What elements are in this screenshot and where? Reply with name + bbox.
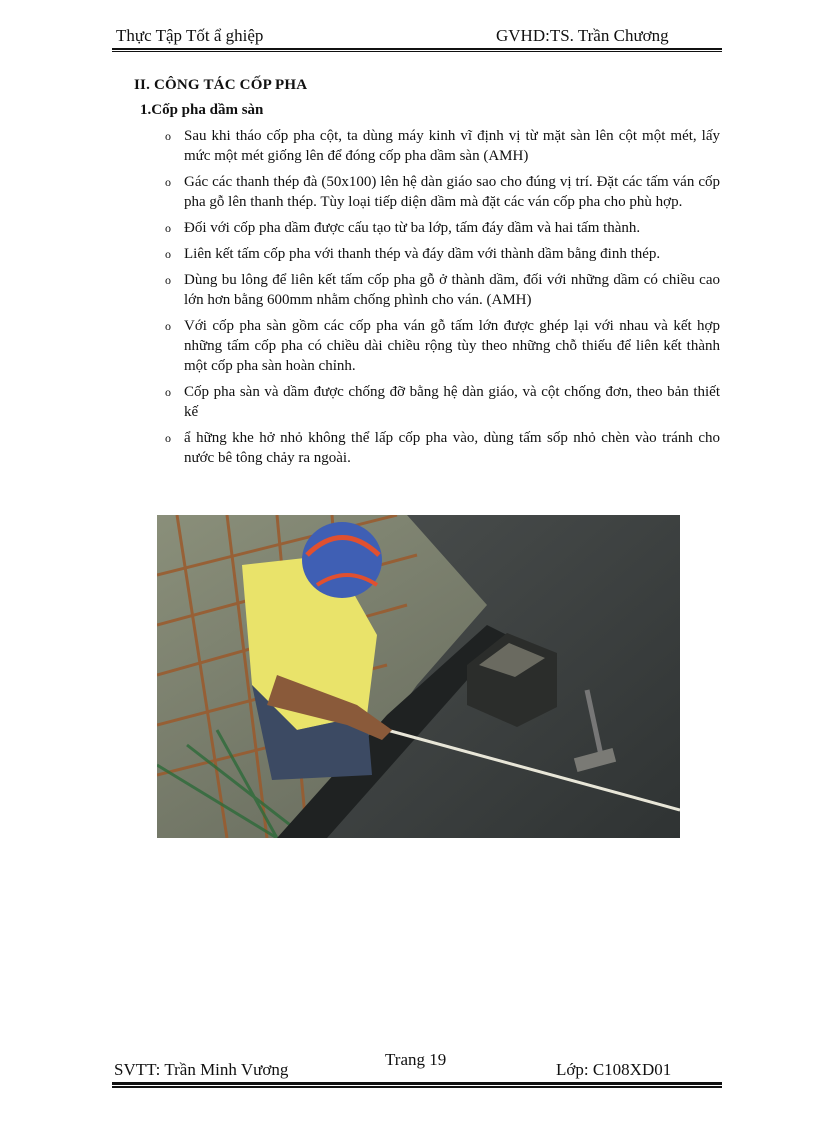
list-item-text: Dùng bu lông để liên kết tấm cốp pha gỗ ở thành dầm, đối với những dầm có chiều cao lớn hơn bằng 600mm nhằm chống phình cho ván. (AMH)	[184, 272, 720, 308]
header-divider-thin	[112, 51, 722, 52]
bullet-list	[164, 126, 720, 474]
bullet-marker: o	[165, 175, 171, 189]
list-item-text: Đối với cốp pha dầm được cấu tạo từ ba lớp, tấm đáy dầm và hai tấm thành.	[184, 220, 641, 236]
header-divider	[112, 48, 722, 50]
header-left-text: Thực Tập Tốt ẩ ghiệp	[116, 26, 264, 45]
list-item-text: Sau khi tháo cốp pha cột, ta dùng máy kinh vĩ định vị từ mặt sàn lên cột một mét, lấy mức một mét giống lên để đóng cốp pha dầm sàn (AMH)	[184, 128, 720, 164]
list-item-text: Cốp pha sàn và dầm được chống đỡ bằng hệ dàn giáo, và cột chống đơn, theo bản thiết kế	[184, 384, 720, 420]
bullet-marker: o	[165, 385, 171, 399]
footer-class: Lớp: C108XD01	[556, 1060, 672, 1079]
footer-page-number: Trang 19	[385, 1050, 447, 1069]
page-header	[112, 22, 722, 46]
list-item	[164, 218, 720, 238]
footer-divider	[112, 1082, 722, 1085]
footer-divider-second	[112, 1086, 722, 1088]
list-item	[164, 316, 720, 376]
bullet-marker: o	[165, 273, 171, 287]
footer-student: SVTT: Trần Minh Vương	[114, 1060, 289, 1079]
list-item	[164, 428, 720, 468]
bullet-marker: o	[165, 129, 171, 143]
header-right-text: GVHD:TS. Trần Chương	[496, 26, 669, 45]
list-item-text: Gác các thanh thép đà (50x100) lên hệ dàn giáo sao cho đúng vị trí. Đặt các tấm ván cốp pha gỗ lên thanh thép. Tùy loại tiếp diện dầm mà đặt các ván cốp pha cho phù hợp.	[184, 174, 720, 210]
list-item	[164, 244, 720, 264]
list-item-text: Với cốp pha sàn gồm các cốp pha ván gỗ tấm lớn được ghép lại với nhau và kết hợp những tấm cốp pha có chiều dài chiều rộng tùy theo những chỗ thiếu để liên kết thành một cốp pha sàn hoàn chỉnh.	[184, 318, 720, 374]
bullet-marker: o	[165, 221, 171, 235]
bullet-marker: o	[165, 319, 171, 333]
list-item-text: ẩ hững khe hở nhỏ không thể lấp cốp pha vào, dùng tấm sốp nhỏ chèn vào tránh cho nước bê tông chảy ra ngoài.	[184, 430, 720, 466]
list-item-text: Liên kết tấm cốp pha với thanh thép và đáy dầm với thành dầm bằng đinh thép.	[184, 246, 661, 262]
bullet-marker: o	[165, 431, 171, 445]
section-title: II. CÔNG TÁC CỐP PHA	[134, 77, 308, 93]
list-item	[164, 382, 720, 422]
construction-photo	[157, 515, 680, 838]
list-item	[164, 270, 720, 310]
list-item	[164, 126, 720, 166]
list-item	[164, 172, 720, 212]
bullet-marker: o	[165, 247, 171, 261]
subsection-title: 1.Cốp pha dầm sàn	[140, 102, 264, 118]
photo-illustration	[157, 515, 680, 838]
